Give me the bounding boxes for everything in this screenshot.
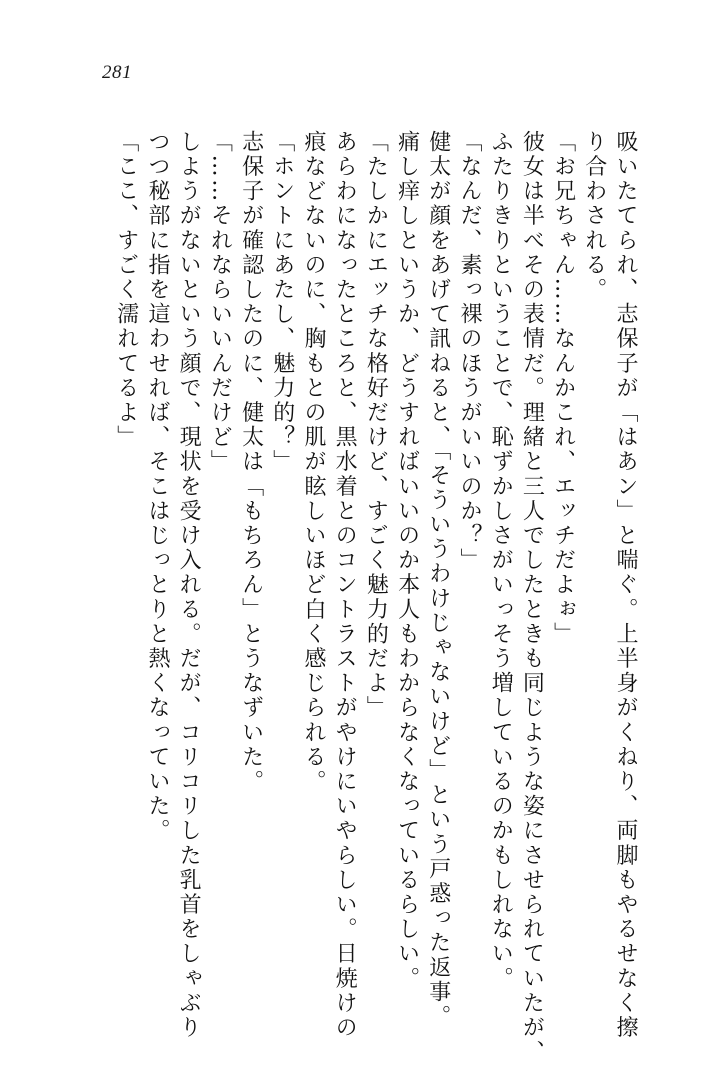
text-line: 「ここ、すごく濡れてるよ」	[113, 130, 139, 450]
text-line: 志保子が確認したのに、健太は「もちろん」とうなずいた。	[238, 130, 264, 795]
text-line: 健太が顔をあげて訊ねると、「そういうわけじゃないけど」という戸惑った返事。	[425, 130, 451, 1030]
text-line: 彼女は半べその表情だ。理緒と三人でしたときも同じような姿にさせられていたが、	[519, 130, 545, 1065]
text-line: 「ホントにあたし、魅力的？」	[269, 130, 295, 475]
text-line: 「……それならいいんだけど」	[207, 130, 233, 475]
text-line: 痛し痒しというか、どうすればいいのか本人もわからなくなっているらしい。	[394, 130, 420, 991]
text-line: 「なんだ、素っ裸のほうがいいのか？」	[456, 130, 482, 573]
text-line: 痕などないのに、胸もとの肌が眩しいほど白く感じられる。	[300, 130, 326, 795]
text-line: あらわになったところと、黒水着とのコントラストがやけにいやらしい。日焼けの	[332, 130, 358, 1041]
text-line: 「たしかにエッチな格好だけど、すごく魅力的だよ」	[363, 130, 389, 721]
text-line: ふたりきりということで、恥ずかしさがいっそう増しているのかもしれない。	[488, 130, 514, 991]
text-line: つつ秘部に指を這わせれば、そこはじっとりと熱くなっていた。	[144, 130, 170, 844]
text-line: 吸いたてられ、志保子が「はあン」と喘ぐ。上半身がくねり、両脚もやるせなく擦	[613, 130, 638, 1041]
text-line: しようがないという顔で、現状を受け入れる。だが、コリコリした乳首をしゃぶり	[176, 130, 202, 1041]
vertical-text-body	[76, 130, 641, 1065]
text-line: り合わされる。	[581, 130, 607, 303]
text-line: 「お兄ちゃん……なんかこれ、エッチだよぉ」	[550, 130, 576, 647]
page-number: 281	[102, 62, 132, 83]
